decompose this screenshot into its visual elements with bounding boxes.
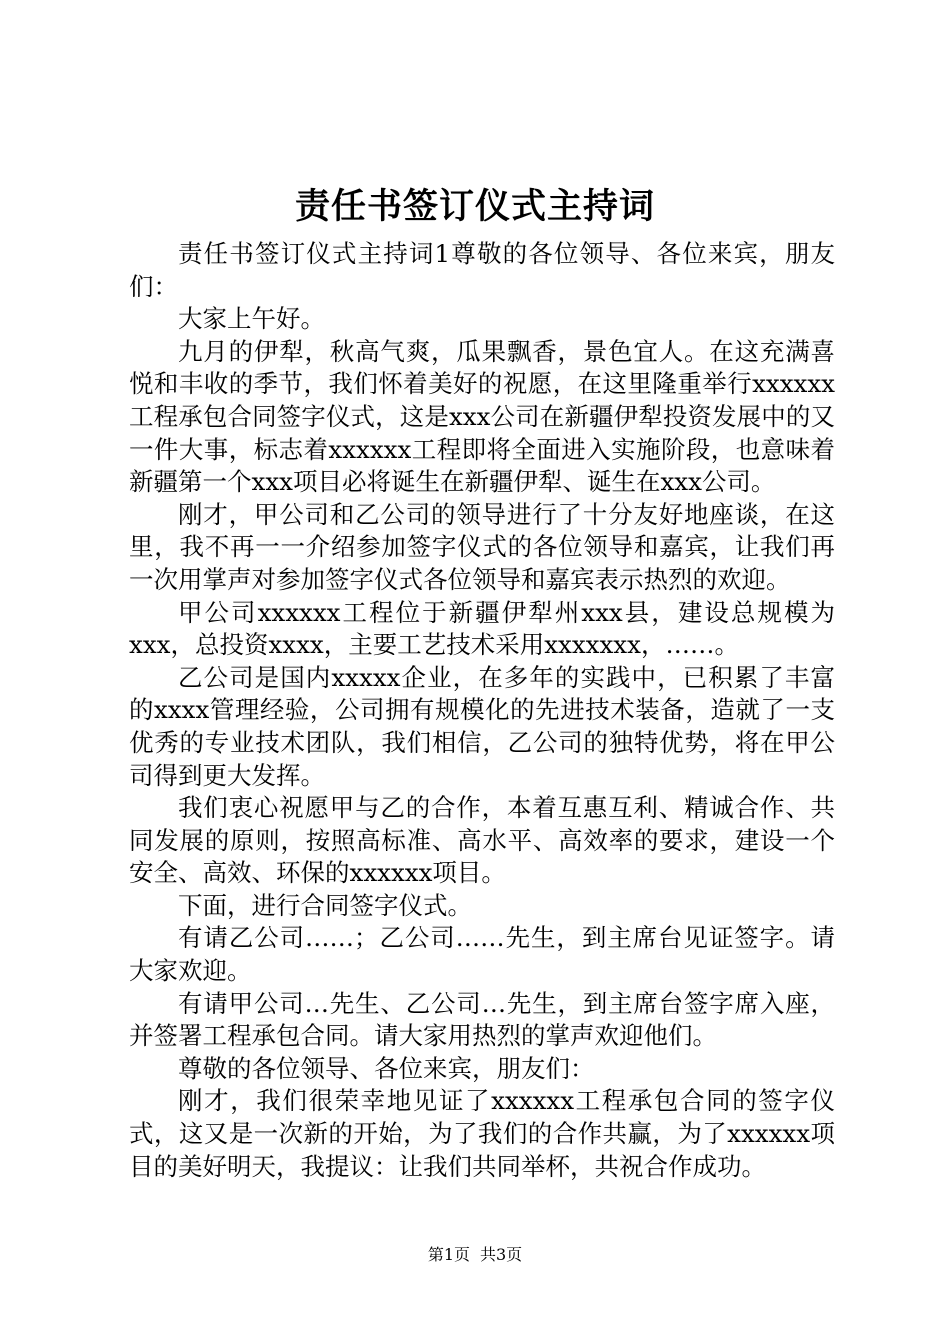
paragraph: 下面，进行合同签字仪式。 <box>178 890 472 920</box>
page-number-current: 第1页 <box>427 1245 470 1264</box>
paragraph: 尊敬的各位领导、各位来宾，朋友们： <box>178 1053 595 1083</box>
paragraph: 责任书签订仪式主持词1尊敬的各位领导、各位来宾，朋友们： <box>129 239 835 301</box>
paragraph: 九月的伊犁，秋高气爽，瓜果飘香，景色宜人。在这充满喜悦和丰收的季节，我们怀着美好的祝愿，在这里隆重举行xxxxxx工程承包合同签字仪式，这是xxx公司在新疆伊犁投资发展中的又一件大事，标志着xxxxxx工程即将全面进入实施阶段，也意味着新疆第一个xxx项目必将诞生在新疆伊犁、诞生在xxx公司。 <box>129 336 835 497</box>
paragraph: 我们衷心祝愿甲与乙的合作，本着互惠互利、精诚合作、共同发展的原则，按照高标准、高水平、高效率的要求，建设一个安全、高效、环保的xxxxxx项目。 <box>129 793 835 888</box>
page-number-total: 共3页 <box>480 1245 523 1264</box>
page-footer <box>0 1244 950 1266</box>
paragraph: 甲公司xxxxxx工程位于新疆伊犁州xxx县，建设总规模为xxx，总投资xxxx，主要工艺技术采用xxxxxxx，……。 <box>129 597 835 660</box>
paragraph: 刚才，甲公司和乙公司的领导进行了十分友好地座谈，在这里，我不再一一介绍参加签字仪式的各位领导和嘉宾，让我们再一次用掌声对参加签字仪式各位领导和嘉宾表示热烈的欢迎。 <box>129 499 835 594</box>
paragraph: 大家上午好。 <box>178 304 325 334</box>
paragraph: 刚才，我们很荣幸地见证了xxxxxx工程承包合同的签字仪式，这又是一次新的开始，为了我们的合作共赢，为了xxxxxx项目的美好明天，我提议：让我们共同举杯，共祝合作成功。 <box>129 1086 835 1181</box>
paragraph: 有请乙公司……；乙公司……先生，到主席台见证签字。请大家欢迎。 <box>129 923 835 986</box>
paragraph: 乙公司是国内xxxxx企业，在多年的实践中，已积累了丰富的xxxx管理经验，公司拥有规模化的先进技术装备，造就了一支优秀的专业技术团队，我们相信，乙公司的独特优势，将在甲公司得到更大发挥。 <box>129 662 835 790</box>
document-body <box>129 238 835 1183</box>
document-title: 责任书签订仪式主持词 <box>294 186 655 227</box>
paragraph: 有请甲公司…先生、乙公司…先生，到主席台签字席入座，并签署工程承包合同。请大家用热烈的掌声欢迎他们。 <box>129 988 835 1051</box>
